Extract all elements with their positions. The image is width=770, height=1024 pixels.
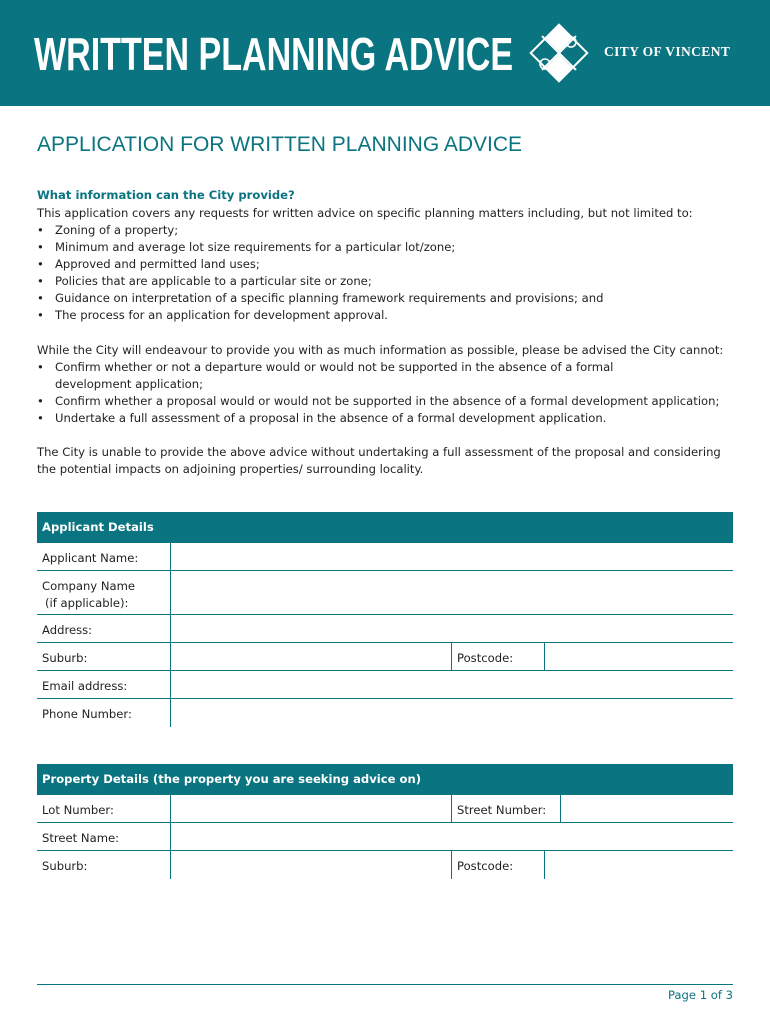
footer-divider — [37, 984, 733, 985]
property-postcode-label: Postcode: — [457, 859, 514, 873]
address-field[interactable] — [171, 615, 733, 642]
closing-text: The City is unable to provide the above advice without undertaking a full assessment of the proposal and considering the potential impacts on adjoining properties/ surrounding locality. — [37, 445, 721, 476]
property-suburb-row — [37, 851, 733, 879]
email-row — [37, 671, 733, 699]
company-name-label-line2: (if applicable): — [45, 596, 129, 610]
street-name-label: Street Name: — [42, 831, 120, 845]
street-name-row — [37, 823, 733, 851]
city-logo-text: CITY OF VINCENT — [604, 44, 731, 59]
list-item: • Undertake a full assessment of a proposal in the absence of a formal development application. — [37, 410, 737, 427]
cannot-lead: While the City will endeavour to provide you with as much information as possible, please be advised the City cannot: — [37, 343, 724, 357]
phone-field[interactable] — [171, 699, 733, 727]
intro-lead: This application covers any requests for written advice on specific planning matters including, but not limited to: — [37, 206, 693, 220]
suburb-label: Suburb: — [42, 651, 88, 665]
list-item: • Confirm whether or not a departure would or would not be supported in the absence of a formal development application; — [37, 359, 632, 393]
applicant-details-header: Applicant Details — [37, 512, 733, 543]
page-title: APPLICATION FOR WRITTEN PLANNING ADVICE — [37, 133, 523, 156]
email-field[interactable] — [171, 671, 733, 698]
property-suburb-label: Suburb: — [42, 859, 88, 873]
street-number-field[interactable] — [561, 795, 733, 822]
document-title: WRITTEN PLANNING ADVICE — [34, 28, 514, 80]
applicant-name-label: Applicant Name: — [42, 551, 139, 565]
street-name-field[interactable] — [171, 823, 733, 850]
lot-number-field[interactable] — [171, 795, 451, 822]
suburb-field[interactable] — [171, 643, 451, 670]
phone-row — [37, 699, 733, 727]
property-suburb-field[interactable] — [171, 851, 451, 879]
street-number-label: Street Number: — [457, 803, 547, 817]
company-name-label-line1: Company Name — [42, 579, 136, 593]
property-postcode-field[interactable] — [545, 851, 733, 879]
page-number: Page 1 of 3 — [667, 988, 733, 1002]
provide-list — [37, 222, 737, 324]
suburb-row — [37, 643, 733, 671]
list-item: • Confirm whether a proposal would or would not be supported in the absence of a formal development application; — [37, 393, 737, 410]
city-emblem-icon — [528, 22, 590, 84]
email-label: Email address: — [42, 679, 128, 693]
company-name-row — [37, 571, 733, 615]
header-banner — [0, 0, 770, 106]
address-label: Address: — [42, 623, 93, 637]
applicant-name-row — [37, 543, 733, 571]
section-question: What information can the City provide? — [37, 188, 295, 202]
list-item: • Approved and permitted land uses; — [37, 256, 737, 273]
company-name-field[interactable] — [171, 571, 733, 614]
lot-number-label: Lot Number: — [42, 803, 114, 817]
list-item: • Guidance on interpretation of a specific planning framework requirements and provisions; and — [37, 290, 737, 307]
list-item: • Minimum and average lot size requirements for a particular lot/zone; — [37, 239, 737, 256]
address-row — [37, 615, 733, 643]
postcode-field[interactable] — [545, 643, 733, 670]
lot-row — [37, 795, 733, 823]
list-item: • Policies that are applicable to a particular site or zone; — [37, 273, 737, 290]
property-details-header: Property Details (the property you are seeking advice on) — [37, 764, 733, 795]
postcode-label: Postcode: — [457, 651, 514, 665]
cannot-list — [37, 359, 737, 427]
phone-label: Phone Number: — [42, 707, 132, 721]
applicant-name-field[interactable] — [171, 543, 733, 570]
company-name-label — [37, 571, 135, 614]
list-item: • Zoning of a property; — [37, 222, 737, 239]
list-item: • The process for an application for development approval. — [37, 307, 737, 324]
